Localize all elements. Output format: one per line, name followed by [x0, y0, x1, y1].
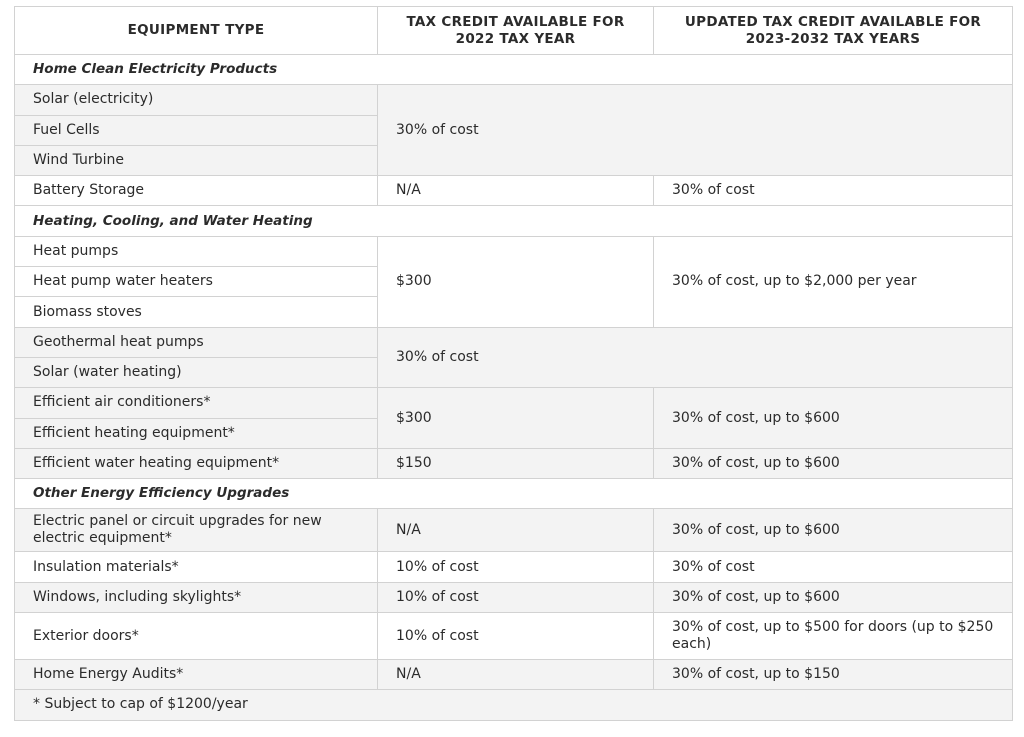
header-credit-2022: TAX CREDIT AVAILABLE FOR 2022 TAX YEAR [378, 7, 654, 55]
credit-2023-cell: 30% of cost, up to $600 [654, 509, 1013, 552]
equipment-cell: Wind Turbine [15, 145, 378, 175]
table-row [15, 176, 1013, 206]
equipment-cell: Solar (electricity) [15, 85, 378, 115]
credit-2023-cell: 30% of cost, up to $2,000 per year [654, 236, 1013, 327]
header-equipment-type: EQUIPMENT TYPE [15, 7, 378, 55]
table-row [15, 613, 1013, 660]
table-row [15, 388, 1013, 418]
credit-2023-cell: 30% of cost, up to $600 [654, 448, 1013, 478]
equipment-cell: Heat pumps [15, 236, 378, 266]
equipment-cell: Electric panel or circuit upgrades for new electric equipment* [15, 509, 378, 552]
credit-2023-cell: 30% of cost [654, 552, 1013, 582]
credit-2022-cell: 10% of cost [378, 613, 654, 660]
equipment-cell: Home Energy Audits* [15, 660, 378, 690]
credit-2023-cell: 30% of cost, up to $600 [654, 582, 1013, 612]
section-row [15, 206, 1013, 236]
credit-2022-cell: $300 [378, 388, 654, 449]
table-row [15, 660, 1013, 690]
section-heating-cooling: Heating, Cooling, and Water Heating [15, 206, 1013, 236]
credit-2022-cell: N/A [378, 176, 654, 206]
equipment-cell: Biomass stoves [15, 297, 378, 327]
equipment-cell: Efficient water heating equipment* [15, 448, 378, 478]
table-row [15, 509, 1013, 552]
credit-2023-cell: 30% of cost, up to $150 [654, 660, 1013, 690]
credit-2022-cell: N/A [378, 509, 654, 552]
equipment-cell: Exterior doors* [15, 613, 378, 660]
table-row [15, 327, 1013, 357]
table-row [15, 552, 1013, 582]
equipment-cell: Efficient heating equipment* [15, 418, 378, 448]
right-border [1012, 0, 1024, 737]
credit-cell-merged: 30% of cost [378, 327, 1013, 388]
equipment-cell: Solar (water heating) [15, 357, 378, 387]
left-border [0, 0, 14, 737]
credit-2022-cell: N/A [378, 660, 654, 690]
table-row [15, 85, 1013, 115]
footnote: * Subject to cap of $1200/year [15, 690, 1013, 720]
credit-2022-cell: $150 [378, 448, 654, 478]
credit-2022-cell: 10% of cost [378, 582, 654, 612]
equipment-cell: Windows, including skylights* [15, 582, 378, 612]
table-row [15, 448, 1013, 478]
section-row [15, 55, 1013, 85]
equipment-cell: Heat pump water heaters [15, 267, 378, 297]
header-row [15, 7, 1013, 55]
equipment-cell: Efficient air conditioners* [15, 388, 378, 418]
section-other-upgrades: Other Energy Efficiency Upgrades [15, 479, 1013, 509]
credit-2023-cell: 30% of cost, up to $500 for doors (up to $250 each) [654, 613, 1013, 660]
header-credit-2023-2032: UPDATED TAX CREDIT AVAILABLE FOR 2023-2032 TAX YEARS [654, 7, 1013, 55]
section-clean-electricity: Home Clean Electricity Products [15, 55, 1013, 85]
equipment-cell: Battery Storage [15, 176, 378, 206]
credit-cell-merged: 30% of cost [378, 85, 1013, 176]
credit-2022-cell: $300 [378, 236, 654, 327]
section-row [15, 479, 1013, 509]
credit-2023-cell: 30% of cost [654, 176, 1013, 206]
tax-credit-table [14, 6, 1013, 721]
credit-2023-cell: 30% of cost, up to $600 [654, 388, 1013, 449]
table-row [15, 236, 1013, 266]
table-row [15, 582, 1013, 612]
credit-2022-cell: 10% of cost [378, 552, 654, 582]
equipment-cell: Fuel Cells [15, 115, 378, 145]
footnote-row [15, 690, 1013, 720]
equipment-cell: Geothermal heat pumps [15, 327, 378, 357]
equipment-cell: Insulation materials* [15, 552, 378, 582]
